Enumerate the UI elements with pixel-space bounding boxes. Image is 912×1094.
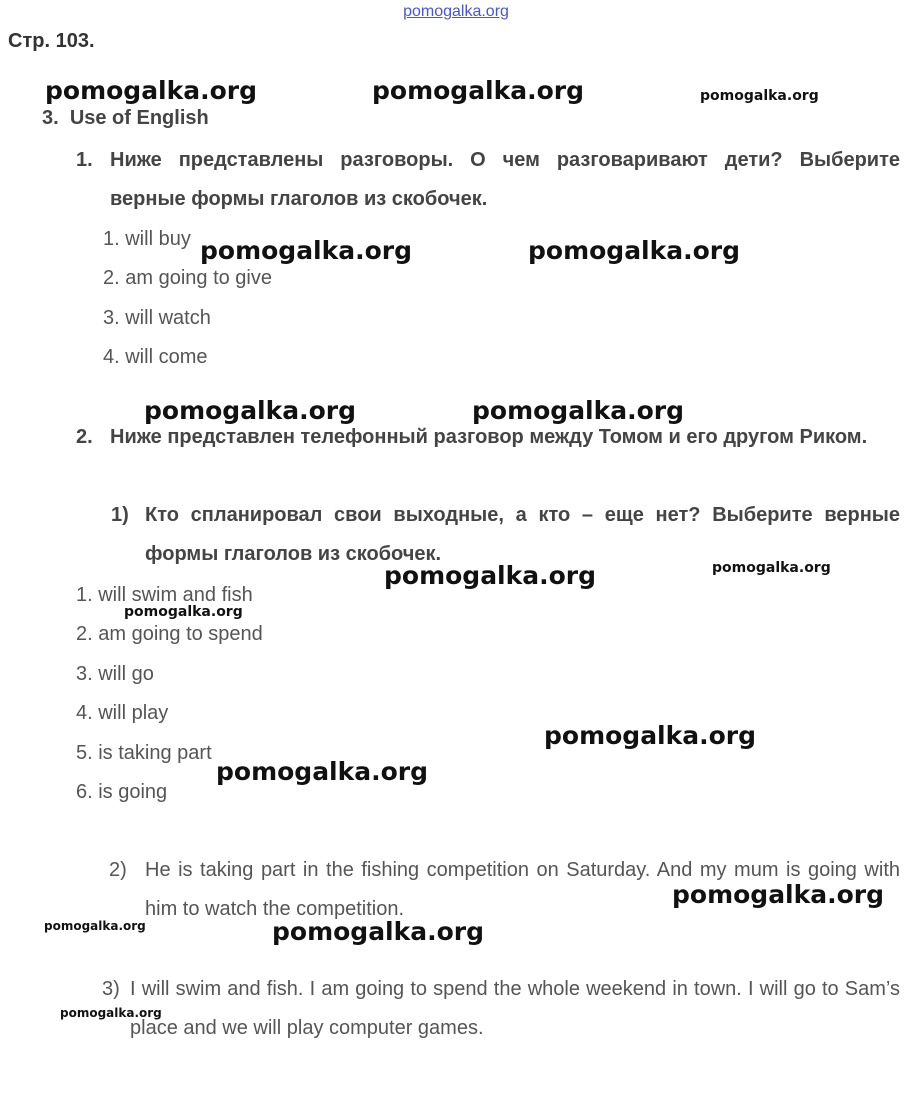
section-heading	[42, 107, 209, 130]
task-2-sub-1-number: 1)	[111, 504, 129, 526]
task-1-text: Ниже представлены разговоры. О чем разговаривают дети? Выберите верные формы глаголов из скобочек.	[110, 149, 900, 210]
task-2-answer: 3. will go	[76, 663, 154, 685]
task-2-sub-1-text: Кто спланировал свои выходные, а кто – еще нет? Выберите верные формы глаголов из скобочек.	[145, 504, 900, 565]
task-2-answer: 1. will swim and fish	[76, 584, 253, 606]
task-1	[76, 141, 900, 219]
task-2-answer: 4. will play	[76, 702, 169, 724]
watermark: pomogalka.org	[272, 917, 485, 946]
watermark: pomogalka.org	[45, 76, 258, 105]
watermark: pomogalka.org	[44, 919, 146, 933]
task-2-answer: 2. am going to spend	[76, 623, 263, 645]
watermark: pomogalka.org	[672, 880, 885, 909]
task-1-answer: 4. will come	[103, 346, 208, 368]
task-2-answer: 5. is taking part	[76, 742, 212, 764]
watermark: pomogalka.org	[700, 88, 819, 104]
task-2-sub-2-number: 2)	[109, 859, 127, 881]
watermark: pomogalka.org	[124, 604, 243, 620]
watermark: pomogalka.org	[216, 757, 429, 786]
watermark: pomogalka.org	[384, 561, 597, 590]
task-1-answer: 3. will watch	[103, 307, 211, 329]
task-2-sub-3-text: I will swim and fish. I am going to spend the whole weekend in town. I will go to Sam’s place and we will play computer games.	[130, 978, 900, 1039]
task-2-text: Ниже представлен телефонный разговор между Томом и его другом Риком.	[110, 426, 868, 448]
watermark: pomogalka.org	[472, 396, 685, 425]
task-1-answer: 2. am going to give	[103, 267, 272, 289]
task-2-answer: 6. is going	[76, 781, 168, 803]
section-title: Use of English	[69, 107, 209, 129]
watermark: pomogalka.org	[372, 76, 585, 105]
task-2-sub-2-text: He is taking part in the fishing competition on Saturday. And my mum is going with him to watch the competition.	[145, 859, 900, 920]
watermark: pomogalka.org	[200, 236, 413, 265]
task-1-answer: 1. will buy	[103, 228, 191, 250]
watermark: pomogalka.org	[544, 721, 757, 750]
watermark: pomogalka.org	[528, 236, 741, 265]
watermark: pomogalka.org	[60, 1006, 162, 1020]
top-watermark-link[interactable]: pomogalka.org	[403, 3, 509, 20]
task-1-number: 1.	[76, 149, 93, 171]
watermark: pomogalka.org	[144, 396, 357, 425]
task-2-sub-3-number: 3)	[102, 978, 120, 1000]
task-2-number: 2.	[76, 426, 93, 448]
section-number: 3.	[42, 107, 59, 129]
watermark: pomogalka.org	[712, 560, 831, 576]
page-label: Стр. 103.	[8, 30, 95, 52]
